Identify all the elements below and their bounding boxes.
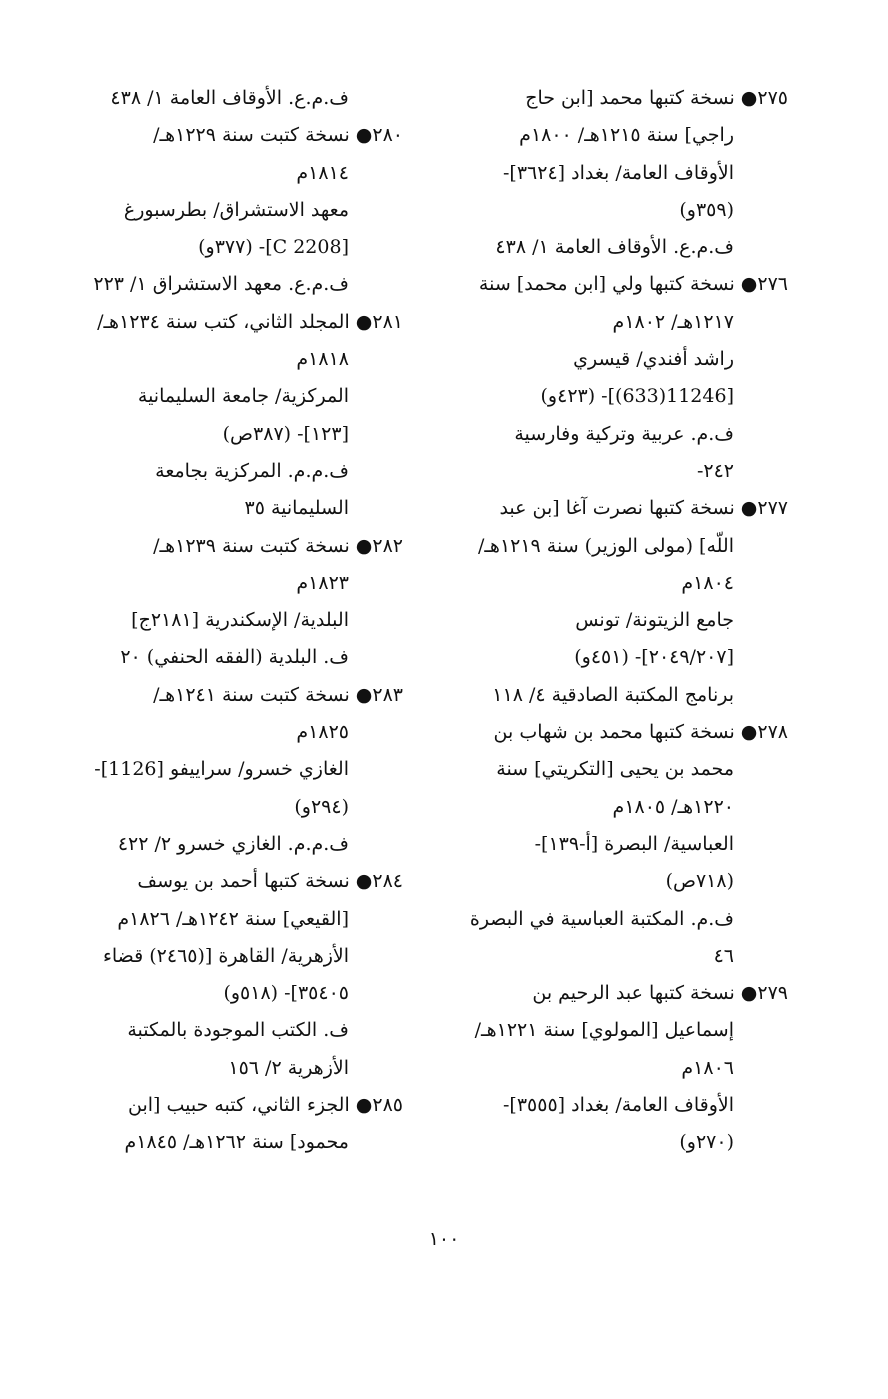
left-column xyxy=(73,80,403,1162)
text-line: ف. البلدية (الفقه الحنفي) ٢٠ xyxy=(120,646,349,669)
text-line: البلدية/ الإسكندرية [٢١٨١ج] xyxy=(131,609,349,632)
text-line: ١٨٢٥م xyxy=(296,721,349,744)
text-line: ٢٧٦● نسخة كتبها ولي [ابن محمد] سنة xyxy=(478,273,788,296)
text-line: ف. الكتب الموجودة بالمكتبة xyxy=(127,1019,349,1042)
text-line: ٣٥٤٠٥]- (٥١٨و) xyxy=(223,982,349,1005)
text-line: محمد بن يحيى [التكريتي] سنة xyxy=(496,758,734,781)
text-line: [٢٠٤٩/٢٠٧]- (٤٥١و) xyxy=(574,646,734,669)
text-line: ف.م. المكتبة العباسية في البصرة xyxy=(469,907,734,930)
text-line: ١٨١٤م xyxy=(296,161,349,184)
text-line: الأوقاف العامة/ بغداد [٣٥٥٥]- xyxy=(502,1094,734,1117)
text-line: السليمانية ٣٥ xyxy=(244,497,349,520)
text-line: اللّه] (مولى الوزير) سنة ١٢١٩هـ/ xyxy=(477,534,734,557)
text-line: جامع الزيتونة/ تونس xyxy=(575,609,734,632)
text-line: معهد الاستشراق/ بطرسبورغ xyxy=(123,198,349,221)
text-line: ٢٧٧● نسخة كتبها نصرت آغا [بن عبد xyxy=(499,497,788,520)
text-line: [11246(633)]- (٤٢٣و) xyxy=(540,385,734,408)
text-line: راشد أفندي/ قيسري xyxy=(573,348,734,371)
text-line: (٧١٨ص) xyxy=(665,870,734,893)
text-line: راجي] سنة ١٢١٥هـ/ ١٨٠٠م xyxy=(519,124,734,147)
text-line: الأوقاف العامة/ بغداد [٣٦٢٤]- xyxy=(502,161,734,184)
text-line: إسماعيل [المولوي] سنة ١٢٢١هـ/ xyxy=(474,1019,734,1042)
text-line: ف.م.م. المركزية بجامعة xyxy=(155,459,349,482)
text-line: ٢٨٤● نسخة كتبها أحمد بن يوسف xyxy=(137,870,403,893)
text-line: ٢٨٣● نسخة كتبت سنة ١٢٤١هـ/ xyxy=(153,683,403,706)
text-line: ٢٨١● المجلد الثاني، كتب سنة ١٢٣٤هـ/ xyxy=(97,310,403,333)
text-line: ف.م.ع. الأوقاف العامة ١/ ٤٣٨ xyxy=(110,87,349,109)
text-line: ف.م. عربية وتركية وفارسية xyxy=(514,422,734,445)
text-line: ١٨١٨م xyxy=(296,348,349,371)
text-line: برنامج المكتبة الصادقية ٤/ ١١٨ xyxy=(492,683,734,706)
text-line: ٢٨٠● نسخة كتبت سنة ١٢٢٩هـ/ xyxy=(153,124,403,147)
text-line: ٢٨٥● الجزء الثاني، كتبه حبيب [ابن xyxy=(127,1094,403,1117)
text-line: محمود] سنة ١٢٦٢هـ/ ١٨٤٥م xyxy=(124,1131,349,1154)
text-line: المركزية/ جامعة السليمانية xyxy=(137,385,349,408)
text-line: ٢٨٢● نسخة كتبت سنة ١٢٣٩هـ/ xyxy=(153,534,403,557)
right-column xyxy=(448,80,788,1162)
text-line: ١٢١٧هـ/ ١٨٠٢م xyxy=(612,310,734,333)
text-line: [C 2208]- (٣٧٧و) xyxy=(198,236,349,259)
text-line: العباسية/ البصرة [أ-١٣٩]- xyxy=(534,832,734,855)
text-line: [١٢٣]- (٣٨٧ص) xyxy=(222,422,349,445)
text-line: ٢٤٢- xyxy=(696,459,734,482)
text-line: الأزهرية/ القاهرة [(٢٤٦٥) قضاء xyxy=(102,944,349,967)
text-line: (٢٧٠و) xyxy=(679,1131,734,1154)
text-line: ف.م.ع. معهد الاستشراق ١/ ٢٢٣ xyxy=(93,273,349,296)
text-line: الغازي خسرو/ سراييفو [1126]- xyxy=(94,758,349,781)
text-line: ٢٧٩● نسخة كتبها عبد الرحيم بن xyxy=(532,982,788,1005)
text-line: ١٨٢٣م xyxy=(296,571,349,594)
text-line: الأزهرية ٢/ ١٥٦ xyxy=(228,1056,349,1079)
text-line: ٢٧٥● نسخة كتبها محمد [ابن حاج xyxy=(525,87,788,109)
text-line: ٢٧٨● نسخة كتبها محمد بن شهاب بن xyxy=(493,721,788,744)
text-line: ١٨٠٦م xyxy=(681,1056,734,1079)
text-line: (٣٥٩و) xyxy=(679,198,734,221)
text-line: ١٢٢٠هـ/ ١٨٠٥م xyxy=(612,795,734,818)
text-line: (٢٩٤و) xyxy=(294,795,349,818)
page-number: ١٠٠ xyxy=(428,1228,460,1250)
text-line: ٤٦ xyxy=(713,944,734,967)
text-line: ١٨٠٤م xyxy=(681,571,734,594)
text-line: ف.م.ع. الأوقاف العامة ١/ ٤٣٨ xyxy=(495,236,734,259)
text-line: [القيعي] سنة ١٢٤٢هـ/ ١٨٢٦م xyxy=(117,907,349,930)
text-line: ف.م.م. الغازي خسرو ٢/ ٤٢٢ xyxy=(117,832,349,855)
